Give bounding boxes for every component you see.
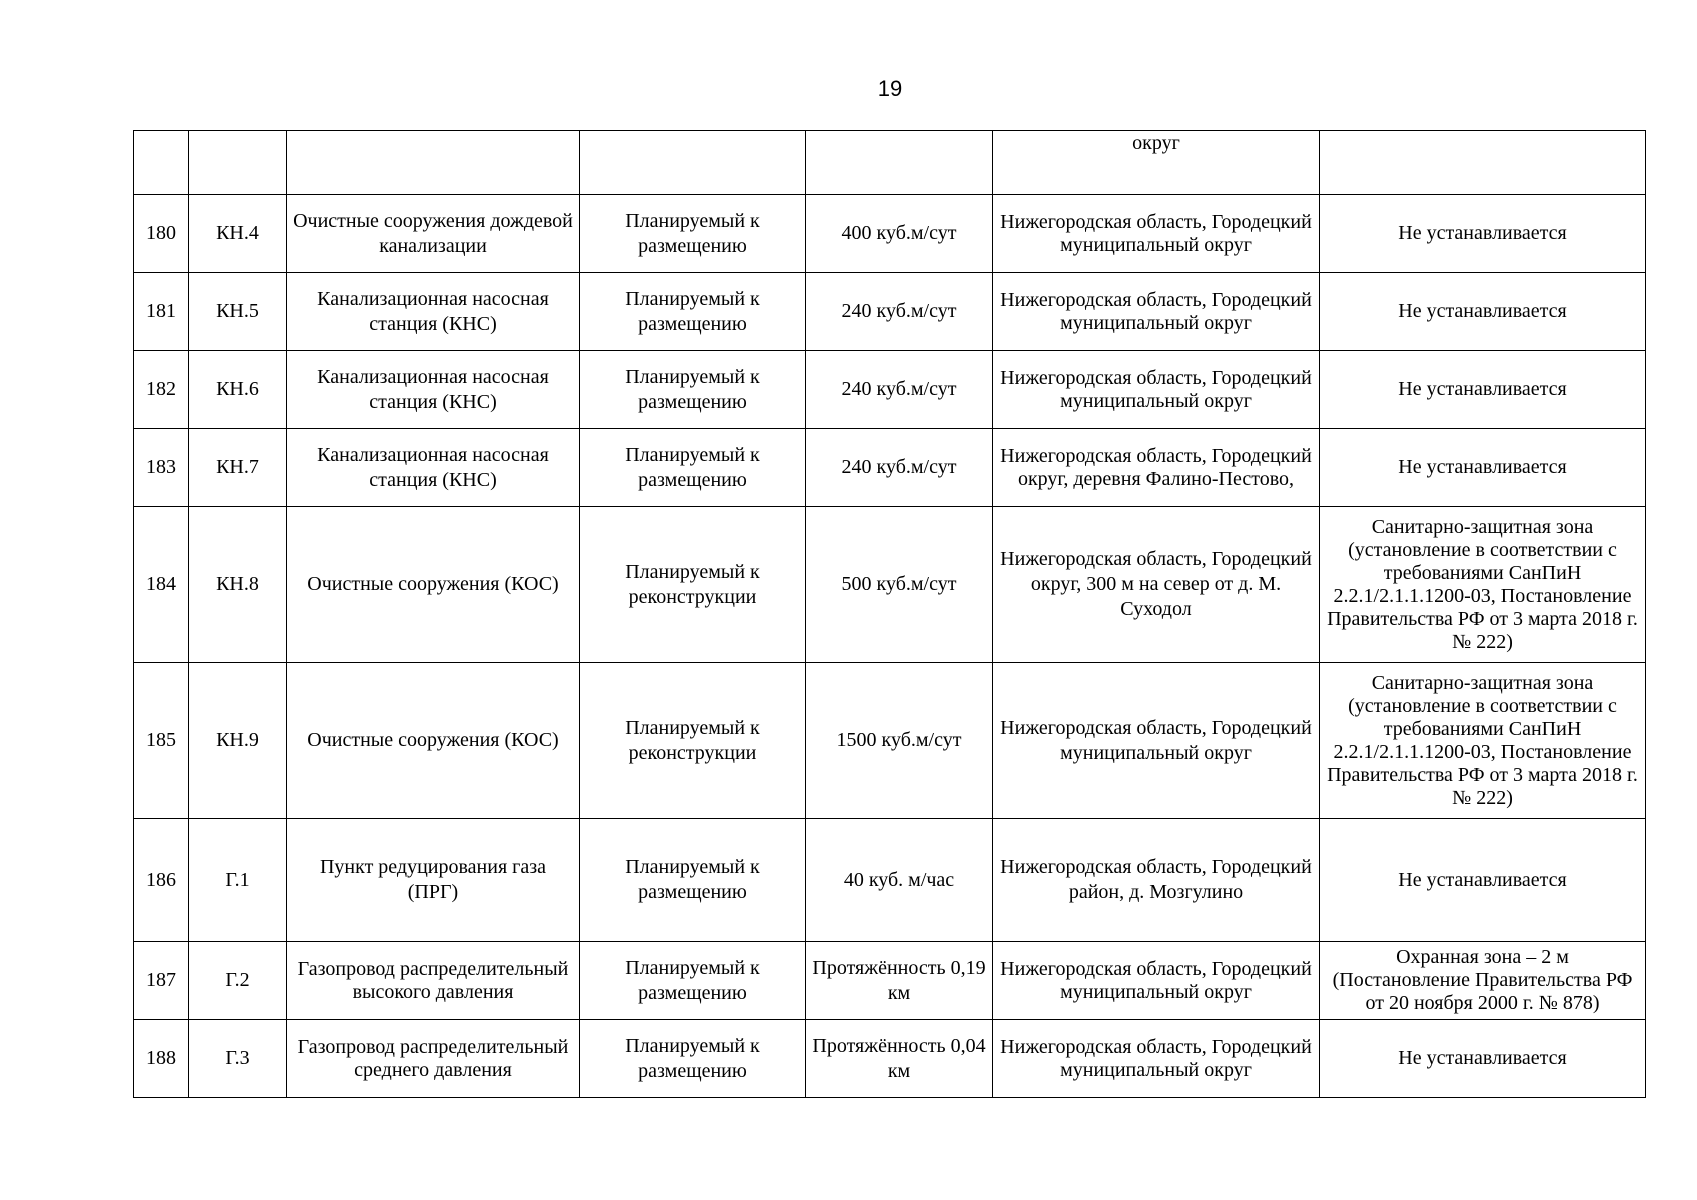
object-location: Нижегородская область, Городецкий муниципальный округ — [993, 273, 1320, 351]
object-status: Планируемый к реконструкции — [580, 663, 806, 819]
object-zone: Не устанавливается — [1320, 351, 1646, 429]
object-zone — [1320, 131, 1646, 195]
object-status: Планируемый к размещению — [580, 429, 806, 507]
object-location: Нижегородская область, Городецкий округ, 300 м на север от д. М. Суходол — [993, 507, 1320, 663]
object-name: Канализационная насосная станция (КНС) — [287, 429, 580, 507]
table-row — [134, 819, 1646, 942]
object-name: Очистные сооружения (КОС) — [287, 507, 580, 663]
object-zone: Санитарно-защитная зона (установление в соответствии с требованиями СанПиН 2.2.1/2.1.1.1200-03, Постановление Правительства РФ от 3 марта 2018 г. № 222) — [1320, 663, 1646, 819]
row-number — [134, 131, 189, 195]
object-location: округ — [993, 131, 1320, 195]
object-zone: Не устанавливается — [1320, 1020, 1646, 1098]
object-status — [580, 131, 806, 195]
object-name: Газопровод распределительный высокого давления — [287, 942, 580, 1020]
object-location: Нижегородская область, Городецкий муниципальный округ — [993, 351, 1320, 429]
table-row — [134, 131, 1646, 195]
object-capacity: 400 куб.м/сут — [806, 195, 993, 273]
object-location: Нижегородская область, Городецкий муниципальный округ — [993, 1020, 1320, 1098]
object-code: КН.4 — [189, 195, 287, 273]
object-capacity — [806, 131, 993, 195]
object-code: Г.2 — [189, 942, 287, 1020]
object-capacity: Протяжённость 0,04 км — [806, 1020, 993, 1098]
object-location: Нижегородская область, Городецкий район, д. Мозгулино — [993, 819, 1320, 942]
object-zone: Не устанавливается — [1320, 273, 1646, 351]
object-code: КН.8 — [189, 507, 287, 663]
object-code: Г.3 — [189, 1020, 287, 1098]
object-zone: Не устанавливается — [1320, 195, 1646, 273]
object-name: Газопровод распределительный среднего давления — [287, 1020, 580, 1098]
object-capacity: 1500 куб.м/сут — [806, 663, 993, 819]
object-code — [189, 131, 287, 195]
table-row — [134, 195, 1646, 273]
object-code: КН.5 — [189, 273, 287, 351]
row-number: 182 — [134, 351, 189, 429]
object-name: Пункт редуцирования газа (ПРГ) — [287, 819, 580, 942]
table-row — [134, 351, 1646, 429]
object-zone: Не устанавливается — [1320, 819, 1646, 942]
row-number: 184 — [134, 507, 189, 663]
object-status: Планируемый к размещению — [580, 819, 806, 942]
object-zone: Не устанавливается — [1320, 429, 1646, 507]
row-number: 186 — [134, 819, 189, 942]
object-code: КН.7 — [189, 429, 287, 507]
object-zone: Охранная зона – 2 м (Постановление Правительства РФ от 20 ноября 2000 г. № 878) — [1320, 942, 1646, 1020]
object-location: Нижегородская область, Городецкий муниципальный округ — [993, 663, 1320, 819]
object-capacity: 240 куб.м/сут — [806, 351, 993, 429]
page-number: 19 — [877, 76, 903, 101]
object-name: Очистные сооружения дождевой канализации — [287, 195, 580, 273]
table-row — [134, 507, 1646, 663]
row-number: 185 — [134, 663, 189, 819]
row-number: 181 — [134, 273, 189, 351]
table-row — [134, 663, 1646, 819]
object-name: Очистные сооружения (КОС) — [287, 663, 580, 819]
object-status: Планируемый к размещению — [580, 351, 806, 429]
object-status: Планируемый к размещению — [580, 195, 806, 273]
row-number: 187 — [134, 942, 189, 1020]
object-status: Планируемый к реконструкции — [580, 507, 806, 663]
object-code: Г.1 — [189, 819, 287, 942]
object-status: Планируемый к размещению — [580, 1020, 806, 1098]
object-status: Планируемый к размещению — [580, 942, 806, 1020]
objects-table — [133, 130, 1646, 1098]
object-location: Нижегородская область, Городецкий округ, деревня Фалино-Пестово, — [993, 429, 1320, 507]
row-number: 188 — [134, 1020, 189, 1098]
row-number: 183 — [134, 429, 189, 507]
object-code: КН.9 — [189, 663, 287, 819]
row-number: 180 — [134, 195, 189, 273]
object-code: КН.6 — [189, 351, 287, 429]
object-name: Канализационная насосная станция (КНС) — [287, 273, 580, 351]
object-zone: Санитарно-защитная зона (установление в соответствии с требованиями СанПиН 2.2.1/2.1.1.1200-03, Постановление Правительства РФ от 3 марта 2018 г. № 222) — [1320, 507, 1646, 663]
object-name — [287, 131, 580, 195]
object-name: Канализационная насосная станция (КНС) — [287, 351, 580, 429]
object-capacity: 240 куб.м/сут — [806, 429, 993, 507]
object-location: Нижегородская область, Городецкий муниципальный округ — [993, 195, 1320, 273]
table-row — [134, 942, 1646, 1020]
table-row — [134, 429, 1646, 507]
object-capacity: Протяжённость 0,19 км — [806, 942, 993, 1020]
object-location: Нижегородская область, Городецкий муниципальный округ — [993, 942, 1320, 1020]
object-capacity: 40 куб. м/час — [806, 819, 993, 942]
object-status: Планируемый к размещению — [580, 273, 806, 351]
object-capacity: 500 куб.м/сут — [806, 507, 993, 663]
table-row — [134, 273, 1646, 351]
object-capacity: 240 куб.м/сут — [806, 273, 993, 351]
table-row — [134, 1020, 1646, 1098]
